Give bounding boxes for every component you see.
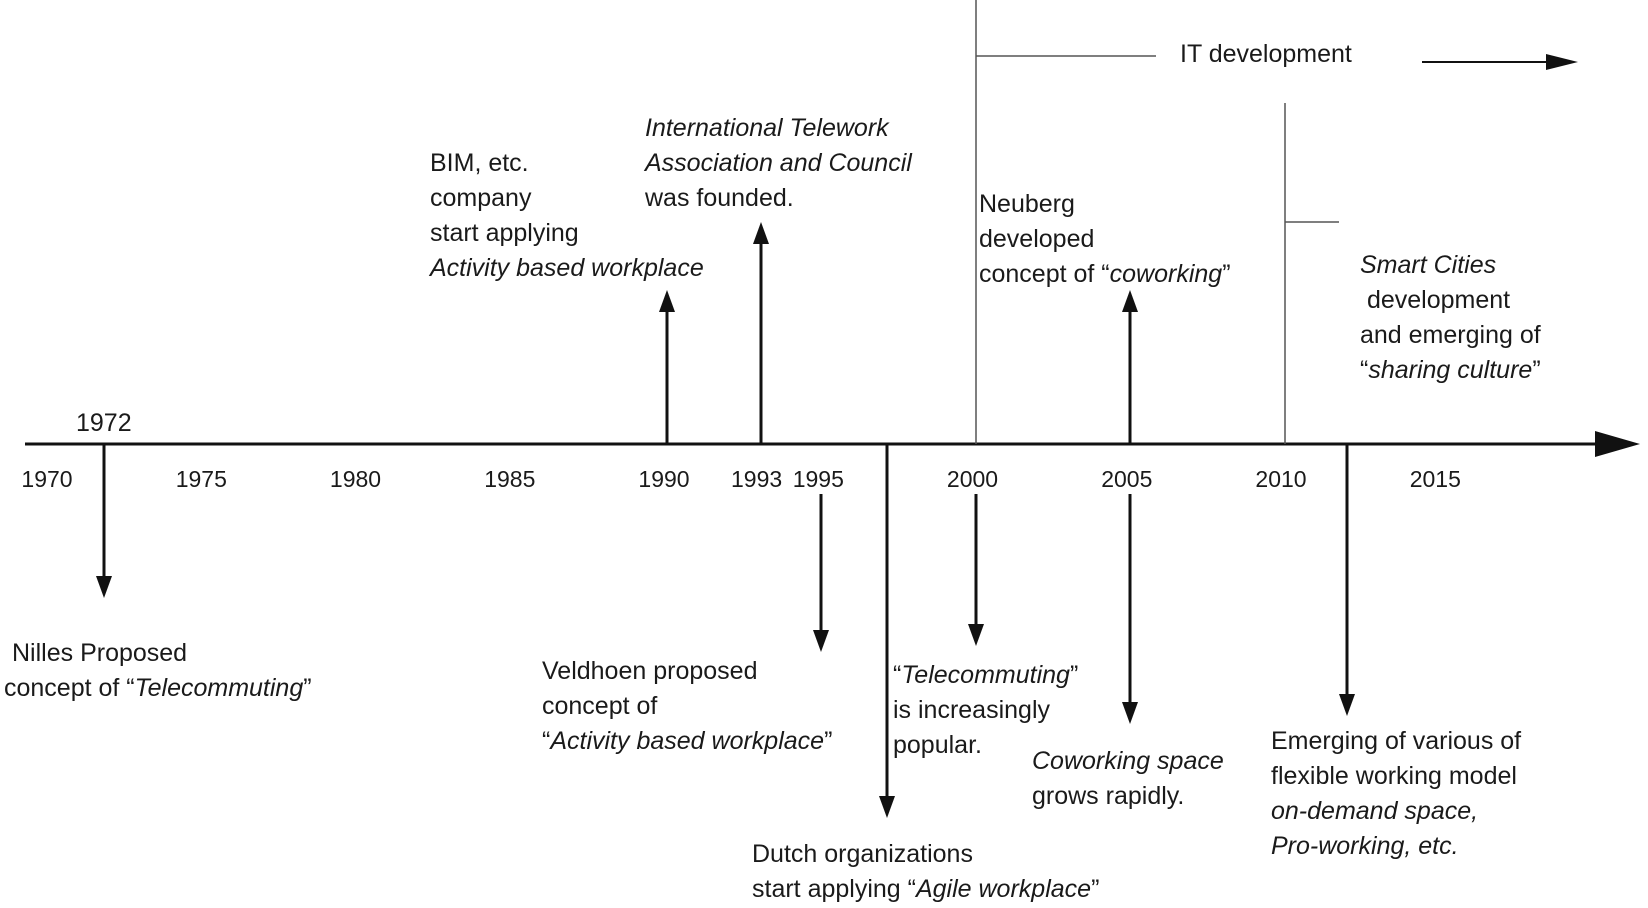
it-span-arrowhead — [1546, 54, 1578, 70]
neuberg-label-text: Neuberg — [979, 190, 1075, 218]
veldhoen-label-text: Veldhoen proposed — [542, 657, 758, 685]
nilles-label-text: concept of “ — [4, 674, 135, 702]
bim-label-text: BIM, etc. — [430, 149, 529, 177]
dutch-label-text: start applying “ — [752, 875, 916, 903]
neuberg-label-text: ” — [1222, 260, 1231, 288]
dutch-label-text: ” — [1091, 875, 1100, 903]
nilles-label — [4, 639, 312, 702]
bim-arrow — [659, 290, 675, 444]
coworking-grows-label-text: Coworking space — [1032, 747, 1224, 775]
bim-label-text: start applying — [430, 219, 579, 247]
neuberg-label — [979, 190, 1231, 288]
smart-cities-label-text: ” — [1532, 356, 1541, 384]
dutch-label — [752, 840, 1099, 903]
event-labels — [4, 114, 1541, 903]
coworking-concept-arrow — [1122, 290, 1138, 444]
year-label: 1970 — [21, 466, 73, 492]
neuberg-label-text: concept of “ — [979, 260, 1110, 288]
year-label: 1990 — [638, 466, 690, 492]
telecommuting-popular-label-text: is increasingly — [893, 696, 1051, 724]
flexible-models-label-text: on-demand space, — [1271, 797, 1479, 825]
smart-cities-label-text: development — [1360, 286, 1511, 314]
telecommuting-popular-label-text: Telecommuting — [901, 661, 1070, 689]
veldhoen-label-text: Activity based workplace — [550, 727, 825, 755]
itac-label-text: Association and Council — [645, 149, 912, 177]
telecommuting-popular-label-text: “ — [893, 661, 902, 689]
year-label: 1985 — [484, 466, 536, 492]
year-label: 2005 — [1101, 466, 1153, 492]
telecommuting-popular-arrow — [968, 494, 984, 646]
year-labels — [21, 466, 1460, 492]
smart-cities-label-text: “ — [1360, 356, 1369, 384]
coworking-grows-label-text: grows rapidly. — [1032, 782, 1185, 810]
axis-start-label: 1972 — [76, 409, 132, 437]
year-label: 2015 — [1409, 466, 1461, 492]
itac-label-text: International Telework — [645, 114, 889, 142]
veldhoen-label-text: concept of — [542, 692, 658, 720]
bim-label-text: Activity based workplace — [430, 254, 704, 282]
itac-label — [643, 114, 913, 212]
year-label: 1995 — [792, 466, 844, 492]
year-label: 1980 — [329, 466, 382, 492]
neuberg-label-text: developed — [979, 225, 1095, 253]
dutch-arrow — [879, 444, 895, 818]
nilles-arrow — [96, 444, 112, 598]
itac-label-text: was founded. — [645, 184, 794, 212]
flexible-models-label-text: Emerging of various of — [1271, 727, 1522, 755]
year-label: 2000 — [946, 466, 999, 492]
smart-cities-label — [1360, 251, 1541, 384]
axis-arrowhead — [1595, 431, 1640, 457]
telecommuting-popular-label — [893, 661, 1078, 759]
smart-cities-label-text: and emerging of — [1360, 321, 1541, 349]
time-axis — [21, 409, 1640, 492]
bim-label-text: company — [430, 184, 532, 212]
coworking-grows-label — [1032, 747, 1224, 810]
veldhoen-label-text: “ — [542, 727, 551, 755]
nilles-label-text: ” — [303, 674, 312, 702]
veldhoen-label-text: ” — [824, 727, 833, 755]
smart-cities-label-text: sharing culture — [1368, 356, 1533, 384]
year-label: 2010 — [1255, 466, 1307, 492]
smart-cities-span — [1285, 103, 1339, 444]
telecommuting-popular-label-text: popular. — [893, 731, 982, 759]
dutch-label-text: Agile workplace — [915, 875, 1092, 903]
year-label: 1975 — [175, 466, 227, 492]
smart-cities-label-text: Smart Cities — [1360, 251, 1497, 279]
telecommuting-popular-label-text: ” — [1069, 661, 1079, 689]
flexible-models-arrow — [1339, 444, 1355, 716]
nilles-label-text: Nilles Proposed — [12, 639, 188, 667]
flexible-models-label — [1271, 727, 1521, 860]
veldhoen-arrow — [813, 494, 829, 652]
flexible-models-label-text: Pro-working, etc. — [1271, 832, 1459, 860]
nilles-label-text: Telecommuting — [134, 674, 304, 702]
coworking-grows-arrow — [1122, 494, 1138, 724]
neuberg-label-text: coworking — [1109, 260, 1223, 288]
it-development-label: IT development — [1180, 40, 1352, 68]
veldhoen-label — [542, 657, 832, 755]
itac-arrow — [753, 222, 769, 444]
dutch-label-text: Dutch organizations — [752, 840, 973, 868]
year-label: 1993 — [731, 466, 783, 492]
flexible-models-label-text: flexible working model — [1271, 762, 1517, 790]
